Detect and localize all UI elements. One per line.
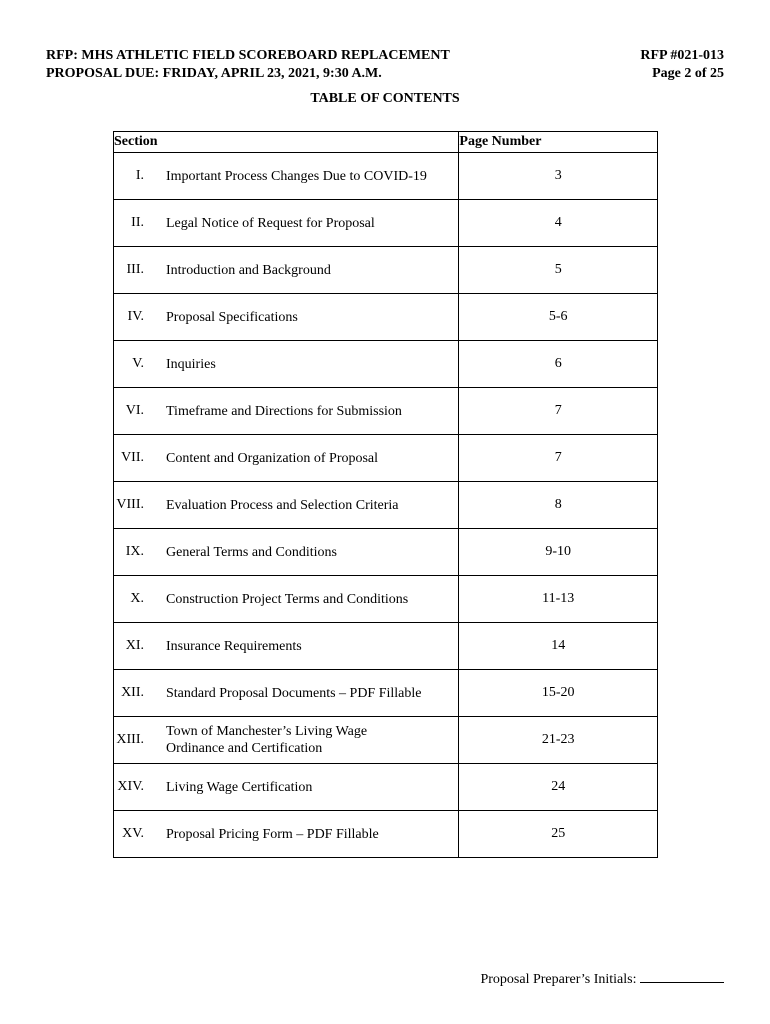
section-numeral: III. xyxy=(126,262,144,277)
table-row xyxy=(114,811,658,858)
page-number: 14 xyxy=(459,623,658,670)
section-title xyxy=(166,403,402,420)
section-numeral: XII. xyxy=(121,685,144,700)
section-title-line: Legal Notice of Request for Proposal xyxy=(166,215,375,231)
section-cell xyxy=(114,623,459,670)
section-title-line: Living Wage Certification xyxy=(166,779,313,795)
section-title xyxy=(166,262,331,279)
page-number: 5 xyxy=(459,247,658,294)
section-numeral: II. xyxy=(131,215,144,230)
table-row xyxy=(114,529,658,576)
section-numeral: VIII. xyxy=(116,497,144,512)
section-cell xyxy=(114,200,459,247)
rfp-number: RFP #021-013 xyxy=(640,48,724,63)
page-indicator: Page 2 of 25 xyxy=(652,66,724,81)
rfp-title: RFP: MHS ATHLETIC FIELD SCOREBOARD REPLACEMENT xyxy=(46,48,450,63)
section-title-line: Construction Project Terms and Conditions xyxy=(166,591,409,607)
section-title-line: Timeframe and Directions for Submission xyxy=(166,403,402,419)
page-number: 24 xyxy=(459,764,658,811)
section-title xyxy=(166,723,367,757)
section-numeral: I. xyxy=(135,168,144,183)
section-numeral: XIV. xyxy=(117,779,144,794)
section-title-line: Evaluation Process and Selection Criteria xyxy=(166,497,399,513)
section-title-line: Important Process Changes Due to COVID-19 xyxy=(166,168,427,184)
section-cell xyxy=(114,388,459,435)
table-row xyxy=(114,623,658,670)
section-numeral: XV. xyxy=(122,826,144,841)
section-cell xyxy=(114,717,459,764)
table-row xyxy=(114,482,658,529)
page-number: 21-23 xyxy=(459,717,658,764)
page-number: 3 xyxy=(459,153,658,200)
initials-label: Proposal Preparer’s Initials: xyxy=(480,972,637,987)
table-row xyxy=(114,670,658,717)
section-title-line: Inquiries xyxy=(166,356,216,372)
section-numeral: VII. xyxy=(121,450,144,465)
document-header xyxy=(46,47,450,83)
section-title xyxy=(166,826,379,843)
table-row xyxy=(114,576,658,623)
section-title xyxy=(166,685,422,702)
section-cell xyxy=(114,811,459,858)
section-numeral: XI. xyxy=(125,638,144,653)
table-row xyxy=(114,294,658,341)
section-cell xyxy=(114,576,459,623)
page-number: 8 xyxy=(459,482,658,529)
section-title xyxy=(166,309,298,326)
proposal-due: PROPOSAL DUE: FRIDAY, APRIL 23, 2021, 9:30 A.M. xyxy=(46,66,382,81)
section-cell xyxy=(114,247,459,294)
section-cell xyxy=(114,764,459,811)
table-row xyxy=(114,764,658,811)
page-number: 6 xyxy=(459,341,658,388)
page-number: 25 xyxy=(459,811,658,858)
section-title xyxy=(166,450,378,467)
section-cell xyxy=(114,294,459,341)
section-cell xyxy=(114,482,459,529)
page-title: TABLE OF CONTENTS xyxy=(310,91,460,106)
page-number: 11-13 xyxy=(459,576,658,623)
section-cell xyxy=(114,341,459,388)
section-numeral: XIII. xyxy=(116,732,144,747)
section-title-line: Content and Organization of Proposal xyxy=(166,450,379,466)
table-row xyxy=(114,717,658,764)
section-title xyxy=(166,356,216,373)
section-numeral: VI. xyxy=(125,403,144,418)
section-title xyxy=(166,638,302,655)
document-header-right xyxy=(640,47,724,83)
section-title-line: Introduction and Background xyxy=(166,262,331,278)
section-title xyxy=(166,215,375,232)
table-row xyxy=(114,435,658,482)
page-number: 9-10 xyxy=(459,529,658,576)
column-header-page-number: Page Number xyxy=(459,132,658,153)
section-title xyxy=(166,168,427,185)
section-title-line: General Terms and Conditions xyxy=(166,544,338,560)
page-number: 7 xyxy=(459,435,658,482)
section-title xyxy=(166,591,408,608)
section-title xyxy=(166,544,337,561)
section-cell xyxy=(114,529,459,576)
table-row xyxy=(114,247,658,294)
column-header-section: Section xyxy=(114,132,459,153)
section-title-line: Proposal Specifications xyxy=(166,309,298,325)
section-title xyxy=(166,779,312,796)
section-numeral: IX. xyxy=(125,544,144,559)
section-title-line: Proposal Pricing Form – PDF Fillable xyxy=(166,826,379,842)
section-numeral: IV. xyxy=(127,309,144,324)
section-title-line: Insurance Requirements xyxy=(166,638,302,654)
section-numeral: V. xyxy=(132,356,144,371)
page-number: 7 xyxy=(459,388,658,435)
table-row xyxy=(114,200,658,247)
section-title-line: Ordinance and Certification xyxy=(166,741,323,756)
section-cell xyxy=(114,153,459,200)
initials-line xyxy=(480,970,724,988)
section-numeral: X. xyxy=(130,591,144,606)
page-number: 4 xyxy=(459,200,658,247)
section-cell xyxy=(114,670,459,717)
table-row xyxy=(114,388,658,435)
section-title xyxy=(166,497,399,514)
table-row xyxy=(114,341,658,388)
section-title-line: Town of Manchester’s Living Wage xyxy=(166,724,368,739)
page-number: 15-20 xyxy=(459,670,658,717)
initials-blank xyxy=(640,970,724,983)
section-title-line: Standard Proposal Documents – PDF Fillable xyxy=(166,685,422,701)
table-of-contents xyxy=(113,131,658,858)
table-row xyxy=(114,153,658,200)
section-cell xyxy=(114,435,459,482)
page-number: 5-6 xyxy=(459,294,658,341)
